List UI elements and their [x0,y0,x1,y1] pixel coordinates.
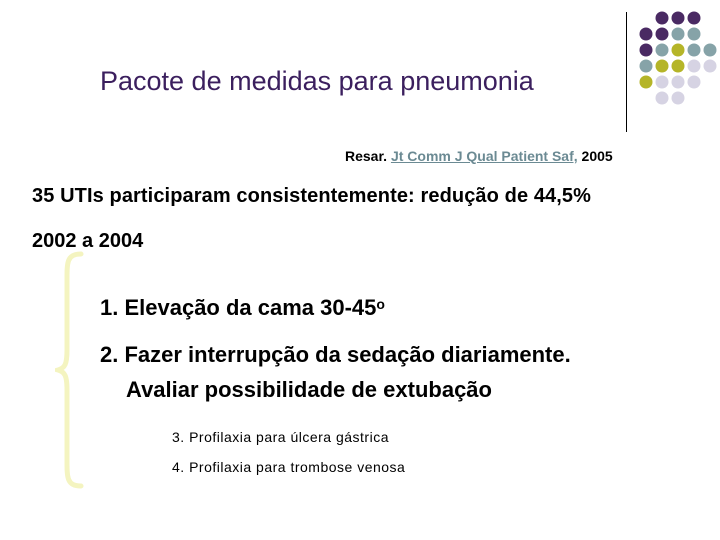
measure-item-2-detail: Avaliar possibilidade de extubação [126,377,492,402]
decorative-dot [640,76,653,89]
decorative-dot [672,28,685,41]
decorative-dot [704,60,717,73]
slide-title: Pacote de medidas para pneumonia [100,66,534,96]
reference-journal-link[interactable]: Jt Comm J Qual Patient Saf, [390,148,578,164]
measure-item-1-text: 1. Elevação da cama 30-45 [100,295,377,320]
summary-text: 35 UTIs participaram consistentemente: redução de 44,5% [32,185,592,207]
measure-item-4: 4. Profilaxia para trombose venosa [172,459,406,475]
decorative-dot [672,44,685,57]
decorative-dot [672,12,685,25]
degree-symbol: o [376,296,385,312]
decorative-dots [638,10,720,106]
decorative-dot [688,60,701,73]
decorative-dot [688,76,701,89]
decorative-dot [656,12,669,25]
measure-item-1 [100,295,385,321]
decorative-dot [640,28,653,41]
measure-item-2: 2. Fazer interrupção da sedação diariamente. [100,342,571,367]
decorative-dot [672,92,685,105]
decorative-dot [656,44,669,57]
decorative-dot [688,12,701,25]
decorative-dot [688,44,701,57]
decorative-dot [640,44,653,57]
decorative-dot [656,76,669,89]
decorative-dot [704,44,717,57]
decorative-dot [656,60,669,73]
decorative-dot [640,60,653,73]
decorative-dot [672,60,685,73]
curly-brace [55,250,85,490]
decorative-dot [688,28,701,41]
divider-line [626,12,627,132]
reference-author: Resar. [345,148,388,164]
decorative-dot [656,28,669,41]
decorative-dot [672,76,685,89]
decorative-dot [656,92,669,105]
measure-item-3: 3. Profilaxia para úlcera gástrica [172,429,389,445]
summary-period: 2002 a 2004 [32,230,144,252]
reference-citation [345,148,613,164]
reference-year: 2005 [581,148,613,164]
